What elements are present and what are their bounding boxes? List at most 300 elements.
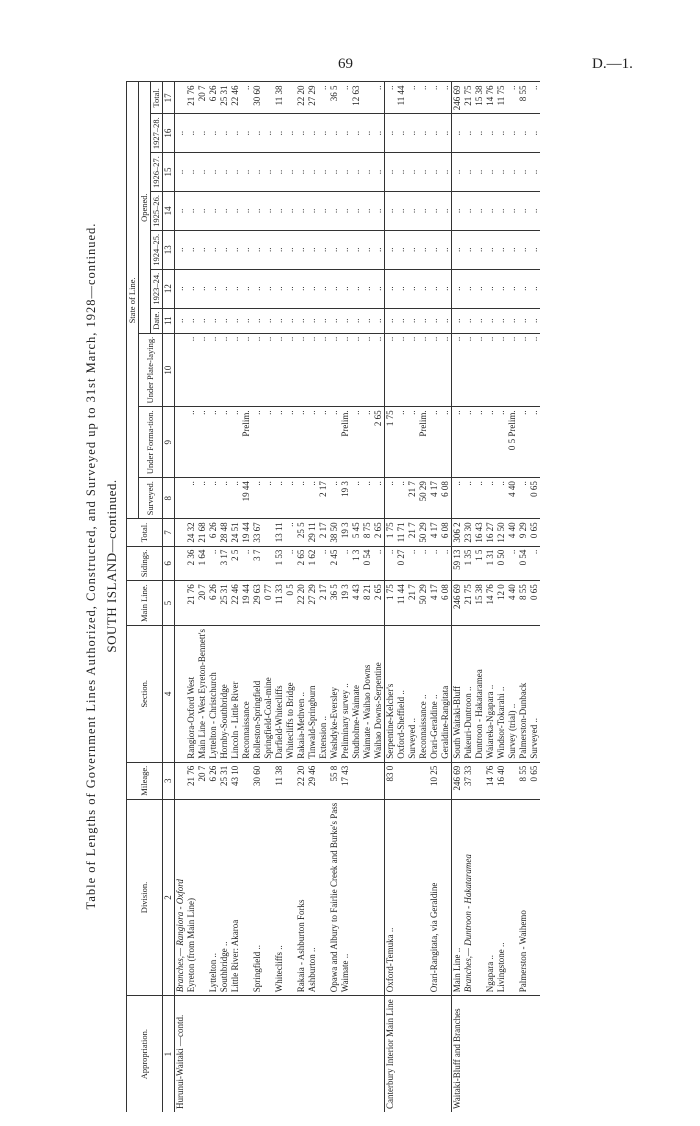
- opened-empty-cell: ..: [518, 191, 529, 230]
- opened-empty-cell: ..: [197, 191, 208, 230]
- opened-empty-cell: ..: [496, 153, 507, 192]
- opened-empty-cell: ..: [307, 153, 318, 192]
- total-opened-cell: [285, 82, 296, 114]
- mileage-cell: [362, 762, 373, 799]
- table-row: [452, 82, 464, 1112]
- appropriation-cell: [197, 996, 208, 1112]
- opened-empty-cell: ..: [329, 153, 340, 192]
- opened-empty-cell: ..: [362, 191, 373, 230]
- sidings-cell: ..: [208, 546, 219, 581]
- opened-empty-cell: ..: [474, 269, 485, 308]
- under-platelaying-cell: ..: [385, 333, 397, 407]
- total-opened-cell: 14 76: [485, 82, 496, 114]
- table-row: [463, 82, 474, 1112]
- under-formation-cell: ..: [396, 407, 407, 478]
- sidings-cell: ..: [318, 546, 329, 581]
- under-platelaying-cell: ..: [440, 333, 452, 407]
- total-opened-cell: 21 75: [463, 82, 474, 114]
- under-formation-cell: ..: [285, 407, 296, 478]
- appropriation-cell: [296, 996, 307, 1112]
- opened-empty-cell: ..: [340, 153, 351, 192]
- under-platelaying-cell: ..: [351, 333, 362, 407]
- mileage-cell: 246 69: [452, 762, 464, 799]
- mileage-cell: [474, 762, 485, 799]
- under-formation-cell: ..: [252, 407, 263, 478]
- under-formation-cell: 0 5 Prelim.: [507, 407, 518, 478]
- total-opened-cell: 6 26: [208, 82, 219, 114]
- appropriation-cell: [496, 996, 507, 1112]
- under-platelaying-cell: ..: [362, 333, 373, 407]
- mileage-cell: 25 31: [219, 762, 230, 799]
- header-appropriation: Appropriation.: [127, 996, 163, 1112]
- opened-empty-cell: ..: [329, 114, 340, 153]
- table-row: [274, 82, 285, 1112]
- opened-empty-cell: ..: [175, 153, 187, 192]
- opened-empty-cell: ..: [407, 153, 418, 192]
- appropriation-cell: [518, 996, 529, 1112]
- main-line-cell: 12 0: [496, 581, 507, 626]
- table-row: [208, 82, 219, 1112]
- opened-empty-cell: ..: [385, 230, 397, 269]
- section-cell: Waimate - Waihao Downs: [362, 626, 373, 763]
- total-opened-cell: 11 38: [274, 82, 285, 114]
- surveyed-cell: 4 17: [429, 478, 440, 519]
- opened-empty-cell: ..: [507, 308, 518, 333]
- opened-empty-cell: ..: [373, 308, 385, 333]
- main-line-cell: 4 43: [351, 581, 362, 626]
- total-cell: ..: [285, 519, 296, 546]
- header-1924: 1924–25.: [151, 230, 163, 269]
- surveyed-cell: ..: [496, 478, 507, 519]
- section-cell: Reconnaissance: [241, 626, 252, 763]
- opened-empty-cell: ..: [429, 114, 440, 153]
- division-cell: Main Line ..: [452, 799, 464, 996]
- opened-empty-cell: ..: [186, 308, 197, 333]
- col-number: 7: [163, 519, 175, 546]
- opened-empty-cell: ..: [340, 308, 351, 333]
- opened-empty-cell: ..: [274, 230, 285, 269]
- section-cell: South Waitaki-Bluff: [452, 626, 464, 763]
- division-cell: Eyreton (from Main Line): [186, 799, 197, 996]
- opened-empty-cell: ..: [296, 191, 307, 230]
- total-cell: 29 11: [307, 519, 318, 546]
- header-opened: Opened.: [139, 82, 151, 333]
- under-platelaying-cell: ..: [452, 333, 464, 407]
- table-row: [373, 82, 385, 1112]
- header-section: Section.: [127, 626, 163, 763]
- division-cell: [241, 799, 252, 996]
- opened-empty-cell: ..: [385, 269, 397, 308]
- section-cell: [175, 626, 187, 763]
- header-sidings: Sidings.: [127, 546, 163, 581]
- opened-empty-cell: ..: [307, 269, 318, 308]
- surveyed-cell: ..: [518, 478, 529, 519]
- total-cell: 28 48: [219, 519, 230, 546]
- col-number: 13: [163, 230, 175, 269]
- under-platelaying-cell: ..: [296, 333, 307, 407]
- sidings-cell: ..: [507, 546, 518, 581]
- opened-empty-cell: ..: [285, 191, 296, 230]
- table-row: [418, 82, 429, 1112]
- mileage-cell: 43 10: [230, 762, 241, 799]
- opened-empty-cell: ..: [197, 230, 208, 269]
- sidings-cell: 1 35: [463, 546, 474, 581]
- appropriation-cell: [340, 996, 351, 1112]
- total-opened-cell: 36 5: [329, 82, 340, 114]
- surveyed-cell: ..: [274, 478, 285, 519]
- opened-empty-cell: ..: [496, 230, 507, 269]
- opened-empty-cell: ..: [373, 230, 385, 269]
- opened-empty-cell: ..: [219, 191, 230, 230]
- under-formation-cell: ..: [296, 407, 307, 478]
- section-cell: Pukeuri-Duntroon ..: [463, 626, 474, 763]
- under-formation-cell: ..: [307, 407, 318, 478]
- opened-empty-cell: ..: [285, 269, 296, 308]
- division-cell: Waimate ..: [340, 799, 351, 996]
- under-formation-cell: ..: [263, 407, 274, 478]
- section-cell: Whitecliffs to Bridge: [285, 626, 296, 763]
- opened-empty-cell: ..: [507, 230, 518, 269]
- sidings-cell: 1 62: [307, 546, 318, 581]
- under-formation-cell: Prelim.: [241, 407, 252, 478]
- under-platelaying-cell: ..: [429, 333, 440, 407]
- opened-empty-cell: ..: [208, 114, 219, 153]
- table-row: [507, 82, 518, 1112]
- opened-empty-cell: ..: [241, 230, 252, 269]
- section-cell: Survey (trial) ..: [507, 626, 518, 763]
- division-cell: Branches,— Duntroon - Hakataramea: [463, 799, 474, 996]
- col-number: 5: [163, 581, 175, 626]
- under-platelaying-cell: ..: [208, 333, 219, 407]
- col-number: 14: [163, 191, 175, 230]
- opened-empty-cell: ..: [407, 308, 418, 333]
- opened-empty-cell: ..: [474, 153, 485, 192]
- table-row: [440, 82, 452, 1112]
- main-line-cell: 29 63: [252, 581, 263, 626]
- opened-empty-cell: ..: [208, 191, 219, 230]
- opened-empty-cell: ..: [230, 114, 241, 153]
- opened-empty-cell: ..: [340, 269, 351, 308]
- opened-empty-cell: ..: [474, 308, 485, 333]
- appropriation-cell: [318, 996, 329, 1112]
- opened-empty-cell: ..: [329, 230, 340, 269]
- total-opened-cell: 11 75: [496, 82, 507, 114]
- opened-empty-cell: ..: [407, 269, 418, 308]
- opened-empty-cell: ..: [186, 191, 197, 230]
- opened-empty-cell: ..: [230, 269, 241, 308]
- opened-empty-cell: ..: [340, 114, 351, 153]
- surveyed-cell: ..: [186, 478, 197, 519]
- appropriation-cell: [208, 996, 219, 1112]
- appropriation-cell: [407, 996, 418, 1112]
- mileage-cell: [396, 762, 407, 799]
- section-cell: Studholme-Waimate: [351, 626, 362, 763]
- division-cell: Oxford-Temuka ..: [385, 799, 397, 996]
- opened-empty-cell: ..: [452, 230, 464, 269]
- opened-empty-cell: ..: [340, 230, 351, 269]
- table-row: [296, 82, 307, 1112]
- opened-empty-cell: ..: [429, 269, 440, 308]
- surveyed-cell: 19 44: [241, 478, 252, 519]
- mileage-cell: [263, 762, 274, 799]
- total-cell: 12 50: [496, 519, 507, 546]
- opened-empty-cell: ..: [529, 114, 540, 153]
- opened-empty-cell: ..: [329, 269, 340, 308]
- table-row: [529, 82, 540, 1112]
- appropriation-cell: [485, 996, 496, 1112]
- total-cell: 25 5: [296, 519, 307, 546]
- table-row: [186, 82, 197, 1112]
- surveyed-cell: ..: [296, 478, 307, 519]
- division-cell: Lyttelton ..: [208, 799, 219, 996]
- mileage-cell: 22 20: [296, 762, 307, 799]
- opened-empty-cell: ..: [429, 230, 440, 269]
- table-row: [485, 82, 496, 1112]
- table-row: [285, 82, 296, 1112]
- opened-empty-cell: ..: [440, 269, 452, 308]
- surveyed-cell: ..: [285, 478, 296, 519]
- under-formation-cell: ..: [518, 407, 529, 478]
- mileage-cell: 0 65: [529, 762, 540, 799]
- total-cell: 11 71: [396, 519, 407, 546]
- opened-empty-cell: ..: [496, 191, 507, 230]
- opened-empty-cell: ..: [485, 308, 496, 333]
- opened-empty-cell: ..: [351, 114, 362, 153]
- table-row: [252, 82, 263, 1112]
- main-line-cell: 20 7: [197, 581, 208, 626]
- section-cell: Extension ..: [318, 626, 329, 763]
- division-cell: Palmerston - Waihemo: [518, 799, 529, 996]
- header-total-opened: Total.: [151, 82, 163, 114]
- opened-empty-cell: ..: [429, 191, 440, 230]
- mileage-cell: 6 26: [208, 762, 219, 799]
- section-cell: Oxford-Sheffield ..: [396, 626, 407, 763]
- main-line-cell: 19 3: [340, 581, 351, 626]
- section-cell: Serpentine-Kelcher's: [385, 626, 397, 763]
- opened-empty-cell: ..: [197, 114, 208, 153]
- opened-empty-cell: ..: [373, 191, 385, 230]
- table-row: [219, 82, 230, 1112]
- opened-empty-cell: ..: [440, 308, 452, 333]
- under-platelaying-cell: ..: [219, 333, 230, 407]
- under-formation-cell: ..: [407, 407, 418, 478]
- surveyed-cell: ..: [385, 478, 397, 519]
- opened-empty-cell: ..: [208, 230, 219, 269]
- main-line-cell: [175, 581, 187, 626]
- opened-empty-cell: ..: [186, 269, 197, 308]
- table-row: [197, 82, 208, 1112]
- total-cell: 21 7: [407, 519, 418, 546]
- opened-empty-cell: ..: [307, 191, 318, 230]
- sidings-cell: 2 45: [329, 546, 340, 581]
- surveyed-cell: ..: [208, 478, 219, 519]
- total-cell: 13 11: [274, 519, 285, 546]
- opened-empty-cell: ..: [186, 114, 197, 153]
- opened-empty-cell: ..: [285, 114, 296, 153]
- opened-empty-cell: ..: [263, 191, 274, 230]
- opened-empty-cell: ..: [407, 114, 418, 153]
- total-opened-cell: [175, 82, 187, 114]
- under-platelaying-cell: ..: [340, 333, 351, 407]
- table-row: [429, 82, 440, 1112]
- main-line-cell: 21 76: [186, 581, 197, 626]
- opened-empty-cell: ..: [263, 308, 274, 333]
- under-formation-cell: Prelim.: [340, 407, 351, 478]
- total-opened-cell: 30 60: [252, 82, 263, 114]
- opened-empty-cell: ..: [175, 114, 187, 153]
- division-cell: [474, 799, 485, 996]
- col-number: 15: [163, 153, 175, 192]
- total-opened-cell: 22 46: [230, 82, 241, 114]
- opened-empty-cell: ..: [219, 230, 230, 269]
- opened-empty-cell: ..: [252, 308, 263, 333]
- total-opened-cell: ..: [373, 82, 385, 114]
- opened-empty-cell: ..: [452, 308, 464, 333]
- surveyed-cell: 21 7: [407, 478, 418, 519]
- appropriation-cell: [219, 996, 230, 1112]
- opened-empty-cell: ..: [219, 114, 230, 153]
- opened-empty-cell: ..: [496, 308, 507, 333]
- total-opened-cell: 15 38: [474, 82, 485, 114]
- opened-empty-cell: ..: [496, 114, 507, 153]
- division-cell: [507, 799, 518, 996]
- mileage-cell: [175, 762, 187, 799]
- opened-empty-cell: ..: [396, 114, 407, 153]
- opened-empty-cell: ..: [385, 308, 397, 333]
- under-formation-cell: ..: [529, 407, 540, 478]
- total-opened-cell: 25 31: [219, 82, 230, 114]
- under-formation-cell: ..: [219, 407, 230, 478]
- main-line-cell: 25 31: [219, 581, 230, 626]
- table-row: [362, 82, 373, 1112]
- header-division: Division.: [127, 799, 163, 996]
- total-cell: 16 43: [474, 519, 485, 546]
- total-cell: 24 51: [230, 519, 241, 546]
- sidings-cell: 0 54: [362, 546, 373, 581]
- total-cell: 4 40: [507, 519, 518, 546]
- opened-empty-cell: ..: [440, 153, 452, 192]
- under-formation-cell: Prelim.: [418, 407, 429, 478]
- total-cell: 33 67: [252, 519, 263, 546]
- opened-empty-cell: ..: [418, 308, 429, 333]
- opened-empty-cell: ..: [307, 230, 318, 269]
- total-opened-cell: 20 7: [197, 82, 208, 114]
- division-cell: [418, 799, 429, 996]
- under-platelaying-cell: ..: [418, 333, 429, 407]
- appropriation-cell: [429, 996, 440, 1112]
- sidings-cell: 2 36: [186, 546, 197, 581]
- under-platelaying-cell: [175, 333, 187, 407]
- opened-empty-cell: ..: [296, 269, 307, 308]
- table-row: [518, 82, 529, 1112]
- header-surveyed: Surveyed.: [139, 478, 163, 519]
- header-1923: 1923–24.: [151, 269, 163, 308]
- section-cell: Main Line - West Eyreton-Bennett's: [197, 626, 208, 763]
- surveyed-cell: ..: [452, 478, 464, 519]
- opened-empty-cell: ..: [385, 191, 397, 230]
- opened-empty-cell: ..: [518, 114, 529, 153]
- mileage-cell: 20 7: [197, 762, 208, 799]
- under-formation-cell: ..: [197, 407, 208, 478]
- table-row: [175, 82, 187, 1112]
- total-opened-cell: 12 63: [351, 82, 362, 114]
- opened-empty-cell: ..: [463, 308, 474, 333]
- section-cell: Lyttelton - Christchurch: [208, 626, 219, 763]
- division-cell: [529, 799, 540, 996]
- table-row: [307, 82, 318, 1112]
- total-opened-cell: ..: [241, 82, 252, 114]
- mileage-cell: [407, 762, 418, 799]
- sidings-cell: ..: [340, 546, 351, 581]
- opened-empty-cell: ..: [529, 308, 540, 333]
- opened-empty-cell: ..: [197, 269, 208, 308]
- under-platelaying-cell: ..: [396, 333, 407, 407]
- opened-empty-cell: ..: [263, 153, 274, 192]
- table-subtitle: SOUTH ISLAND—continued.: [104, 479, 119, 653]
- col-number: 3: [163, 762, 175, 799]
- total-opened-cell: 27 29: [307, 82, 318, 114]
- opened-empty-cell: ..: [385, 153, 397, 192]
- section-cell: Surveyed ..: [529, 626, 540, 763]
- header-1927: 1927–28.: [151, 114, 163, 153]
- opened-empty-cell: ..: [418, 191, 429, 230]
- total-cell: 16 27: [485, 519, 496, 546]
- opened-empty-cell: ..: [186, 230, 197, 269]
- main-line-cell: 4 17: [429, 581, 440, 626]
- main-line-cell: 6 26: [208, 581, 219, 626]
- header-under-formation: Under Forma-tion.: [139, 407, 163, 478]
- under-platelaying-cell: ..: [318, 333, 329, 407]
- opened-empty-cell: ..: [241, 308, 252, 333]
- opened-empty-cell: ..: [296, 114, 307, 153]
- main-line-cell: 36 5: [329, 581, 340, 626]
- section-cell: Lincoln - Little River: [230, 626, 241, 763]
- opened-empty-cell: ..: [485, 191, 496, 230]
- under-platelaying-cell: ..: [496, 333, 507, 407]
- table-row: [230, 82, 241, 1112]
- mileage-cell: [351, 762, 362, 799]
- mileage-cell: 29 46: [307, 762, 318, 799]
- mileage-cell: 37 33: [463, 762, 474, 799]
- opened-empty-cell: ..: [396, 191, 407, 230]
- main-line-cell: 50 29: [418, 581, 429, 626]
- appropriation-cell: [230, 996, 241, 1112]
- total-cell: 2 17: [318, 519, 329, 546]
- section-cell: Rolleston-Springfield: [252, 626, 263, 763]
- opened-empty-cell: ..: [230, 230, 241, 269]
- sidings-cell: [263, 546, 274, 581]
- total-opened-cell: 246 69: [452, 82, 464, 114]
- opened-empty-cell: ..: [274, 114, 285, 153]
- opened-empty-cell: ..: [241, 269, 252, 308]
- opened-empty-cell: ..: [285, 153, 296, 192]
- sidings-cell: ..: [285, 546, 296, 581]
- appropriation-cell: [307, 996, 318, 1112]
- opened-empty-cell: ..: [329, 191, 340, 230]
- mileage-cell: [373, 762, 385, 799]
- opened-empty-cell: ..: [429, 153, 440, 192]
- appropriation-cell: [418, 996, 429, 1112]
- opened-empty-cell: ..: [296, 153, 307, 192]
- surveyed-cell: ..: [263, 478, 274, 519]
- total-cell: 21 68: [197, 519, 208, 546]
- opened-empty-cell: ..: [241, 114, 252, 153]
- under-formation-cell: [175, 407, 187, 478]
- main-line-cell: 21 7: [407, 581, 418, 626]
- opened-empty-cell: ..: [362, 308, 373, 333]
- table-row: [496, 82, 507, 1112]
- header-total: Total.: [127, 519, 163, 546]
